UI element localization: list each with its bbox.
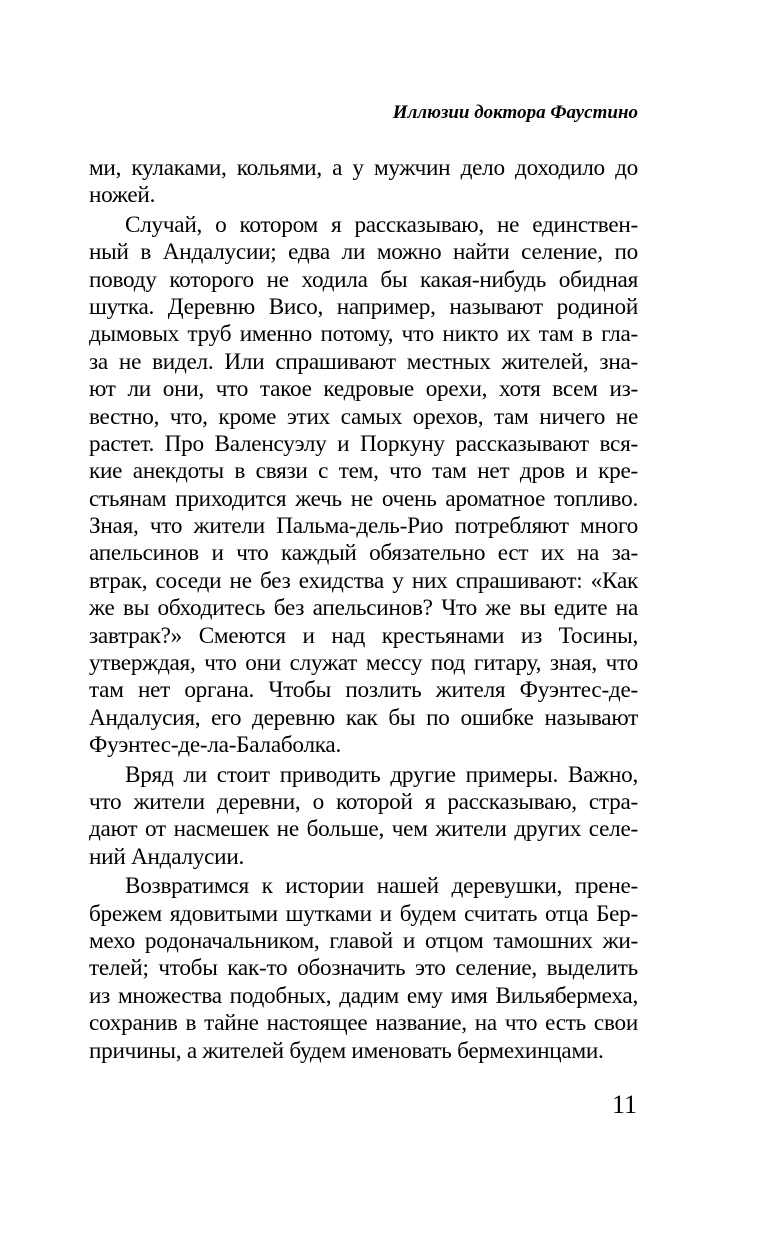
text-line: растет. Про Валенсуэлу и Поркуну рассказывают вся- <box>89 430 638 457</box>
paragraph <box>89 155 638 210</box>
text-line: утверждая, что они служат мессу под гитару, зная, что <box>89 650 638 677</box>
text-line: апельсинов и что каждый обязательно ест их на за- <box>89 540 638 567</box>
text-line: кие анекдоты в связи с тем, что там нет дров и кре- <box>89 458 638 485</box>
text-line: же вы обходитесь без апельсинов? Что же вы едите на <box>89 595 638 622</box>
running-header: Иллюзии доктора Фаустино <box>392 102 638 123</box>
text-line: что жители деревни, о которой я рассказываю, стра- <box>89 788 638 815</box>
text-line: поводу которого не ходила бы какая-нибудь обидная <box>89 266 638 293</box>
text-line: Возвратимся к истории нашей деревушки, прене- <box>125 873 638 900</box>
text-line: стьянам приходится жечь не очень ароматное топливо. <box>89 485 638 512</box>
page-number: 11 <box>611 1090 637 1119</box>
text-line: Фуэнтес-де-ла-Балаболка. <box>89 732 342 759</box>
text-line: ный в Андалусии; едва ли можно найти селение, по <box>89 239 638 266</box>
text-line: мехо родоначальником, главой и отцом тамошних жи- <box>89 927 638 954</box>
text-line: брежем ядовитыми шутками и будем считать отца Бер- <box>89 900 638 927</box>
text-line: за не видел. Или спрашивают местных жителей, зна- <box>89 348 638 375</box>
text-line: ют ли они, что такое кедровые орехи, хотя всем из- <box>89 376 638 403</box>
text-line: там нет органа. Чтобы позлить жителя Фуэнтес-де- <box>89 677 638 704</box>
paragraph <box>89 762 638 872</box>
paragraph <box>89 873 638 1065</box>
text-line: телей; чтобы как-то обозначить это селение, выделить <box>89 955 638 982</box>
paragraph <box>89 212 638 760</box>
text-line: Зная, что жители Пальма-дель-Рио потребляют много <box>89 513 638 540</box>
text-line: Вряд ли стоит приводить другие примеры. Важно, <box>125 761 638 788</box>
text-line: ми, кулаками, кольями, а у мужчин дело доходило до <box>89 155 638 181</box>
text-line: дымовых труб именно потому, что никто их там в гла- <box>89 321 638 348</box>
text-line: Случай, о котором я рассказываю, не единствен- <box>125 211 638 238</box>
text-line: дают от насмешек не больше, чем жители других селе- <box>89 816 638 843</box>
text-line: ний Андалусии. <box>89 843 245 870</box>
text-line: шутка. Деревню Висо, например, называют родиной <box>89 293 638 320</box>
text-line: ножей. <box>89 182 156 209</box>
text-line: втрак, соседи не без ехидства у них спрашивают: «Как <box>89 567 638 594</box>
text-line: Андалусия, его деревню как бы по ошибке называют <box>89 704 638 731</box>
text-line: завтрак?» Смеются и над крестьянами из Тосины, <box>89 622 638 649</box>
text-line: сохранив в тайне настоящее название, на что есть свои <box>89 1010 638 1037</box>
text-line: вестно, что, кроме этих самых орехов, там ничего не <box>89 403 638 430</box>
body-text <box>89 155 638 1067</box>
text-line: из множества подобных, дадим ему имя Вильябермеха, <box>89 982 638 1009</box>
text-line: причины, а жителей будем именовать бермехинцами. <box>89 1037 604 1064</box>
